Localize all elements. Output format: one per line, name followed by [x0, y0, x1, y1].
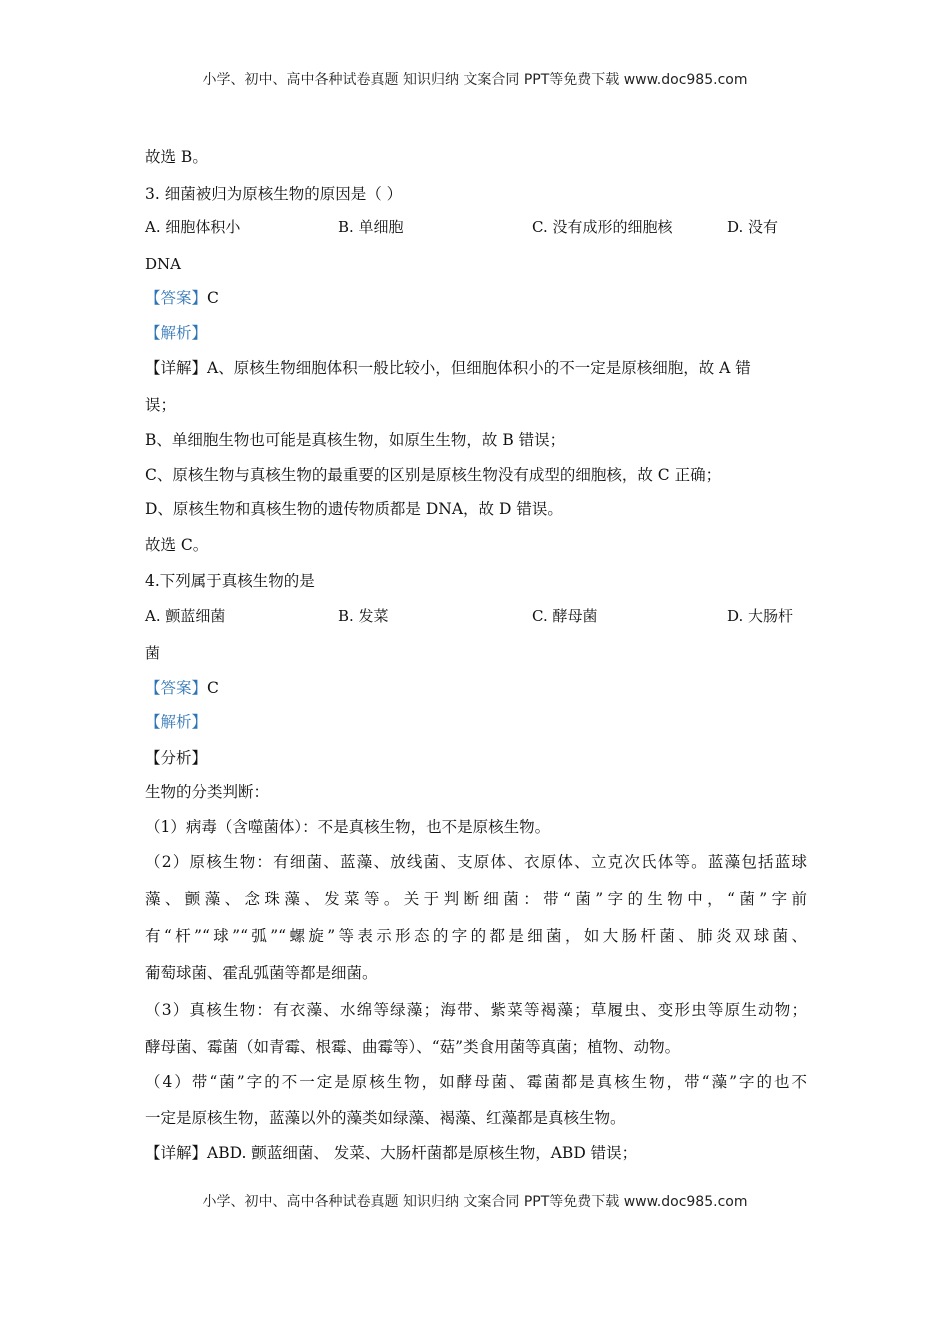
q3-answer-line	[145, 288, 219, 308]
q4-paragraph-line: 酵母菌、霉菌（如青霉、根霉、曲霉等）、“菇”类食用菌等真菌；植物、动物。	[145, 1038, 681, 1056]
question-4-stem: 4.下列属于真核生物的是	[145, 572, 315, 590]
q3-option-b: B. 单细胞	[338, 218, 404, 236]
q4-analysis-head: 【分析】	[145, 749, 208, 767]
q3-analysis-tag: 【解析】	[145, 324, 208, 342]
q4-option-b: B. 发菜	[338, 607, 389, 625]
q4-detail-line: 【详解】ABD. 颤蓝细菌、 发菜、大肠杆菌都是原核生物，ABD 错误；	[145, 1144, 638, 1162]
q3-conclusion: 故选 C。	[145, 536, 209, 554]
q3-option-d: D. 没有	[727, 218, 779, 236]
q4-answer-tag: 【答案】	[145, 679, 208, 697]
q4-paragraph-line: 藻、颤藻、念珠藻、发菜等。关于判断细菌：带“菌”字的生物中，“菌”字前	[145, 890, 807, 908]
q4-analysis-tag: 【解析】	[145, 713, 208, 731]
page-header: 小学、初中、高中各种试卷真题 知识归纳 文案合同 PPT等免费下载 www.doc985.com	[202, 72, 748, 88]
question-3-stem: 3. 细菌被归为原核生物的原因是（ ）	[145, 185, 403, 203]
q3-answer-value: C	[207, 289, 219, 307]
q4-paragraph-line: （1）病毒（含噬菌体）：不是真核生物，也不是原核生物。	[145, 818, 551, 836]
q4-option-c: C. 酵母菌	[532, 607, 598, 625]
q3-option-d-wrap: DNA	[145, 255, 181, 273]
q3-answer-tag: 【答案】	[145, 289, 208, 307]
q4-paragraph-line: （3）真核生物：有衣藻、水绵等绿藻；海带、紫菜等褐藻；草履虫、变形虫等原生动物；	[145, 1001, 807, 1019]
q4-paragraph-line: （2）原核生物：有细菌、蓝藻、放线菌、支原体、衣原体、立克次氏体等。蓝藻包括蓝球	[145, 853, 807, 871]
q4-answer-line	[145, 678, 219, 698]
q4-option-a: A. 颤蓝细菌	[145, 607, 226, 625]
q4-option-d-wrap: 菌	[145, 644, 161, 662]
q4-paragraph-line: 生物的分类判断：	[145, 783, 270, 801]
q4-paragraph-line: 一定是原核生物，蓝藻以外的藻类如绿藻、褐藻、红藻都是真核生物。	[145, 1109, 626, 1127]
previous-conclusion: 故选 B。	[145, 148, 208, 166]
page-footer: 小学、初中、高中各种试卷真题 知识归纳 文案合同 PPT等免费下载 www.doc985.com	[202, 1194, 748, 1210]
q3-detail-b: B、单细胞生物也可能是真核生物，如原生生物，故 B 错误；	[145, 431, 566, 449]
q3-detail-line-2: 误；	[145, 396, 177, 414]
q3-detail-c: C、原核生物与真核生物的最重要的区别是原核生物没有成型的细胞核，故 C 正确；	[145, 466, 722, 484]
q3-option-a: A. 细胞体积小	[145, 218, 241, 236]
q3-option-c: C. 没有成形的细胞核	[532, 218, 673, 236]
q4-answer-value: C	[207, 679, 219, 697]
q4-paragraph-line: （4）带“菌”字的不一定是原核生物，如酵母菌、霉菌都是真核生物，带“藻”字的也不	[145, 1073, 807, 1091]
q3-detail-line-1: 【详解】A、原核生物细胞体积一般比较小，但细胞体积小的不一定是原核细胞，故 A 错	[145, 359, 751, 377]
q4-option-d: D. 大肠杆	[727, 607, 794, 625]
q4-paragraph-line: 葡萄球菌、霍乱弧菌等都是细菌。	[145, 964, 378, 982]
q4-paragraph-line: 有“杆”“球”“弧”“螺旋”等表示形态的字的都是细菌，如大肠杆菌、肺炎双球菌、	[145, 927, 807, 945]
q3-detail-d: D、原核生物和真核生物的遗传物质都是 DNA，故 D 错误。	[145, 500, 563, 518]
